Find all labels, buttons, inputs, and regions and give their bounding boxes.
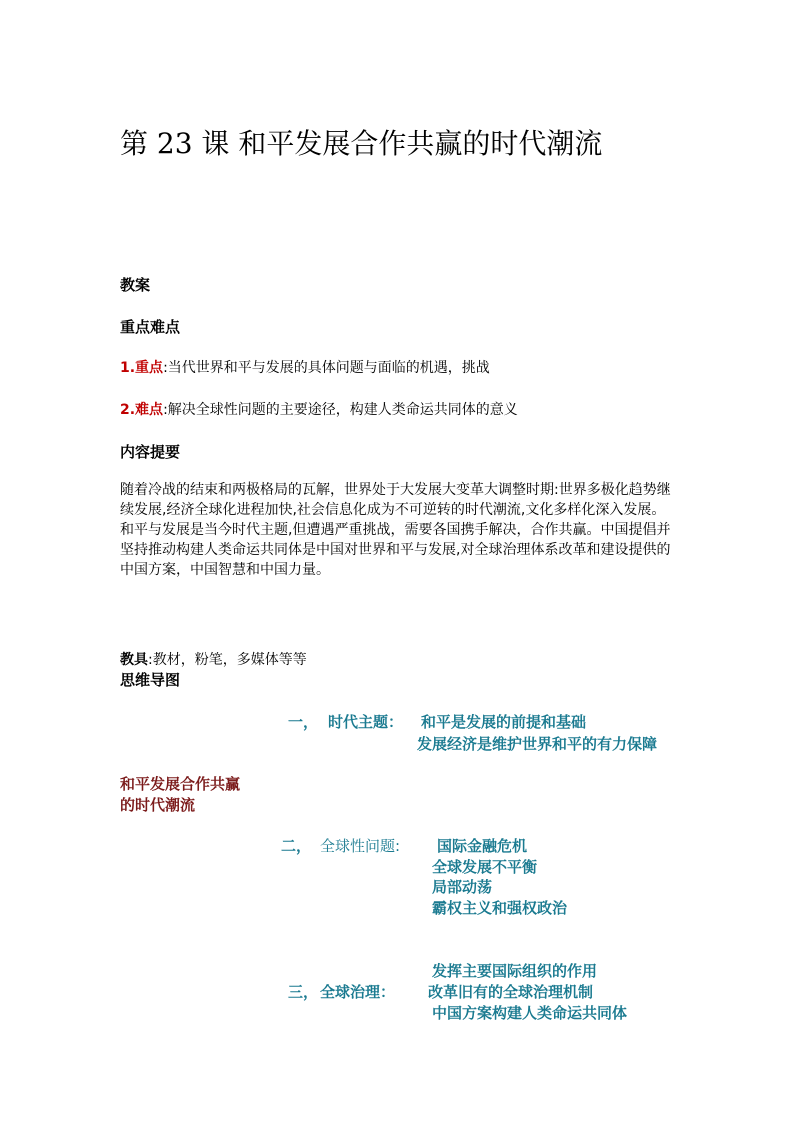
branch3-label: 全球治理： bbox=[320, 983, 396, 1001]
branch3-item: 发挥主要国际组织的作用 bbox=[432, 962, 598, 980]
tools-text: :教材，粉笔，多媒体等等 bbox=[148, 652, 307, 668]
key-point-text: :当代世界和平与发展的具体问题与面临的机遇，挑战 bbox=[163, 360, 490, 376]
summary-paragraph: 随着冷战的结束和两极格局的瓦解，世界处于大发展大变革大调整时期:世界多极化趋势继续发展,经济全球化进程加快,社会信息化成为不可逆转的时代潮流,文化多样化深入发展。 bbox=[120, 482, 671, 518]
mindmap-center: 的时代潮流 bbox=[120, 796, 196, 814]
difficult-point-line bbox=[120, 400, 518, 420]
branch2-item: 全球发展不平衡 bbox=[432, 858, 538, 876]
branch1-item: 发展经济是维护世界和平的有力保障 bbox=[417, 735, 658, 753]
branch2-item: 局部动荡 bbox=[432, 878, 493, 896]
mindmap-heading: 思维导图 bbox=[120, 671, 181, 689]
page-title: 第 23 课 和平发展合作共赢的时代潮流 bbox=[120, 127, 603, 160]
branch1-prefix: 一， bbox=[288, 713, 319, 731]
summary-body bbox=[120, 480, 680, 580]
branch1-item: 和平是发展的前提和基础 bbox=[421, 713, 587, 731]
branch2-item: 国际金融危机 bbox=[437, 837, 528, 855]
branch3-item: 中国方案构建人类命运共同体 bbox=[432, 1004, 628, 1022]
branch3-item: 改革旧有的全球治理机制 bbox=[428, 983, 594, 1001]
tools-line bbox=[120, 650, 307, 670]
branch2-label: 全球性问题: bbox=[320, 837, 401, 855]
difficult-point-text: :解决全球性问题的主要途径，构建人类命运共同体的意义 bbox=[163, 402, 518, 418]
summary-paragraph: 和平与发展是当今时代主题,但遭遇严重挑战，需要各国携手解决，合作共赢。中国提倡并坚持推动构建人类命运共同体是中国对世界和平与发展,对全球治理体系改革和建设提供的中国方案，中国智慧和中国力量。 bbox=[120, 522, 671, 578]
branch1-label: 时代主题： bbox=[328, 713, 404, 731]
jiaoan-heading: 教案 bbox=[120, 276, 151, 294]
tools-label: 教具 bbox=[120, 652, 148, 668]
difficult-point-label: 2.难点 bbox=[120, 402, 164, 418]
branch3-prefix: 三， bbox=[288, 983, 319, 1001]
key-point-line bbox=[120, 358, 490, 378]
key-point-label: 1.重点 bbox=[120, 360, 164, 376]
mindmap-center: 和平发展合作共赢 bbox=[120, 775, 241, 793]
branch2-prefix: 二， bbox=[281, 837, 312, 855]
branch2-item: 霸权主义和强权政治 bbox=[432, 899, 568, 917]
key-points-heading: 重点难点 bbox=[120, 318, 181, 336]
summary-heading: 内容提要 bbox=[120, 443, 181, 461]
